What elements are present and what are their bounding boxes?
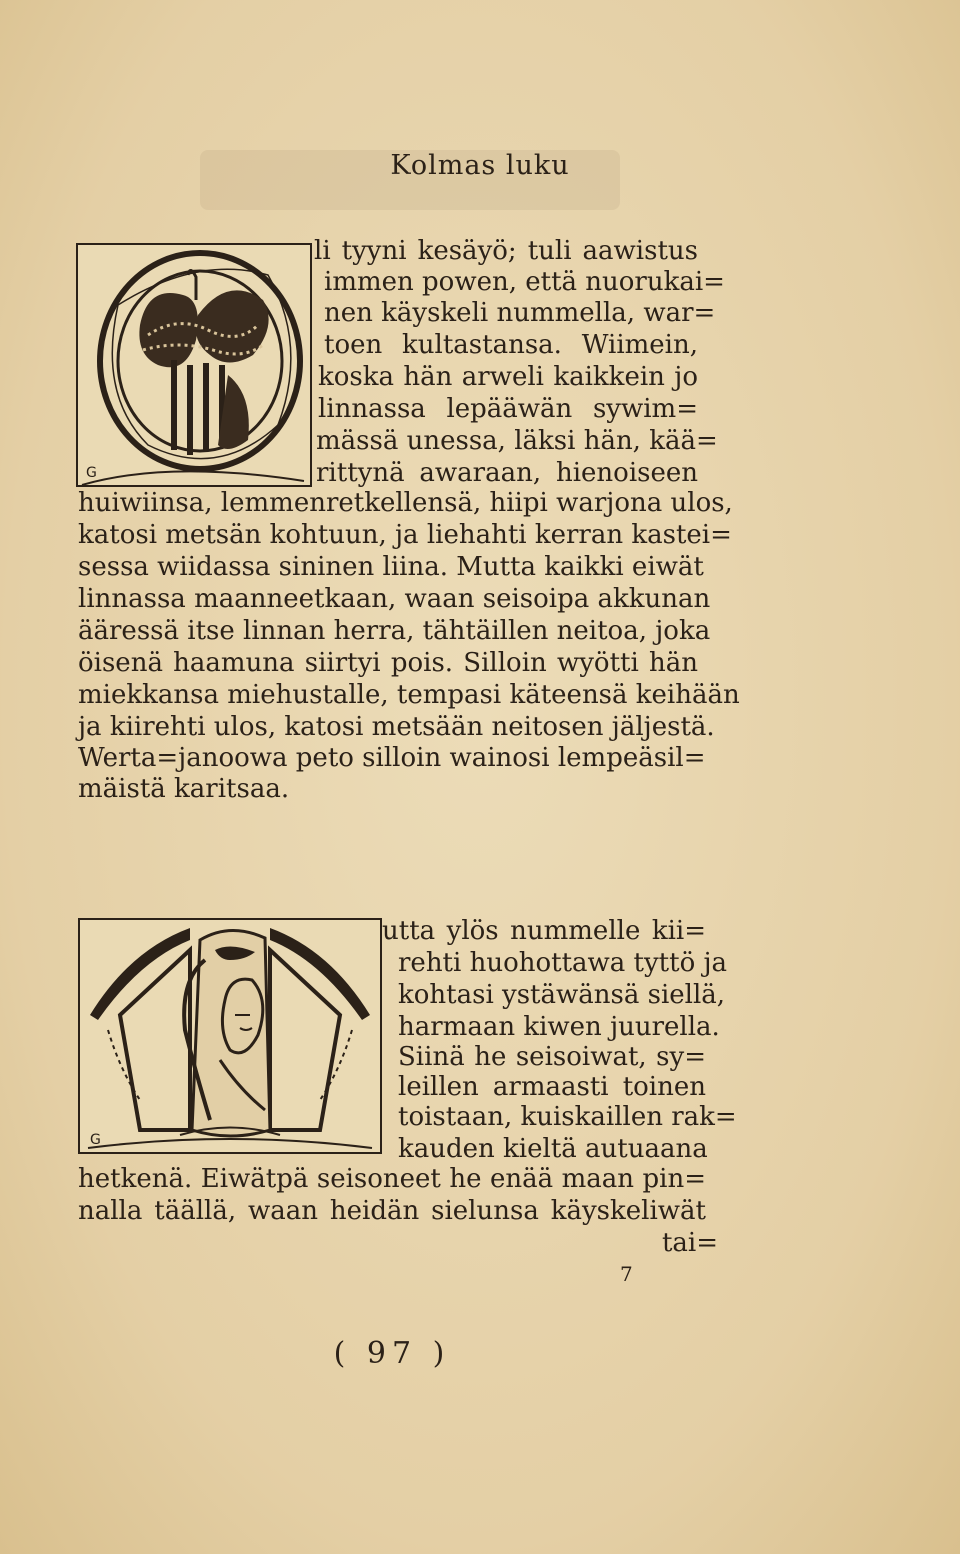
text-line: rehti huohottawa tyttö ja bbox=[398, 948, 728, 978]
text-line: utta ylös nummelle kii= bbox=[382, 916, 706, 946]
decorated-initial-m bbox=[78, 918, 382, 1154]
text-line: immen powen, että nuorukai= bbox=[324, 267, 725, 297]
catchword: tai= bbox=[661, 1228, 718, 1258]
chapter-heading: Kolmas luku bbox=[390, 150, 570, 181]
illuminated-letter-m-icon bbox=[80, 920, 380, 1152]
text-line: Werta=janoowa peto silloin wainosi lempeäsil= bbox=[78, 743, 706, 773]
svg-text:G: G bbox=[86, 465, 97, 481]
text-line: li tyyni kesäyö; tuli aawistus bbox=[314, 236, 698, 266]
text-line: leillen armaasti toinen bbox=[398, 1072, 706, 1102]
text-line: mäistä karitsaa. bbox=[78, 774, 290, 804]
text-line: hetkenä. Eiwätpä seisoneet he enää maan pin= bbox=[78, 1164, 706, 1194]
text-line: kohtasi ystäwänsä siellä, bbox=[398, 980, 726, 1010]
text-line: ja kiirehti ulos, katosi metsään neitosen jäljestä. bbox=[78, 712, 715, 742]
text-line: nalla täällä, waan heidän sielunsa käyskeliwät bbox=[78, 1196, 706, 1226]
text-line: toistaan, kuiskaillen rak= bbox=[398, 1102, 737, 1132]
text-line: toen kultastansa. Wiimein, bbox=[324, 330, 698, 360]
text-line: öisenä haamuna siirtyi pois. Silloin wyötti hän bbox=[78, 648, 698, 678]
text-line: sessa wiidassa sininen liina. Mutta kaikki eiwät bbox=[78, 552, 704, 582]
text-line: ääressä itse linnan herra, tähtäillen neitoa, joka bbox=[78, 616, 711, 646]
text-line: katosi metsän kohtuun, ja liehahti kerran kastei= bbox=[78, 520, 732, 550]
text-line: Siinä he seisoiwat, sy= bbox=[398, 1042, 706, 1072]
page-number: ( 97 ) bbox=[333, 1336, 451, 1371]
text-line: nen käyskeli nummella, war= bbox=[324, 298, 716, 328]
decorated-initial-o bbox=[76, 243, 312, 487]
illuminated-letter-o-icon bbox=[78, 245, 310, 485]
text-line: mässä unessa, läksi hän, kää= bbox=[316, 426, 718, 456]
text-line: miekkansa miehustalle, tempasi käteensä keihään bbox=[78, 680, 740, 710]
text-line: kauden kieltä autuaana bbox=[398, 1134, 708, 1164]
text-line: linnassa maanneetkaan, waan seisoipa akkunan bbox=[78, 584, 711, 614]
text-line: huiwiinsa, lemmenretkellensä, hiipi warjona ulos, bbox=[78, 488, 733, 518]
signature-mark: 7 bbox=[620, 1262, 633, 1286]
text-line: koska hän arweli kaikkein jo bbox=[318, 362, 698, 392]
text-line: linnassa lepääwän sywim= bbox=[318, 394, 698, 424]
svg-text:G: G bbox=[90, 1132, 101, 1148]
text-line: harmaan kiwen juurella. bbox=[398, 1012, 720, 1042]
text-line: rittynä awaraan, hienoiseen bbox=[316, 458, 698, 488]
